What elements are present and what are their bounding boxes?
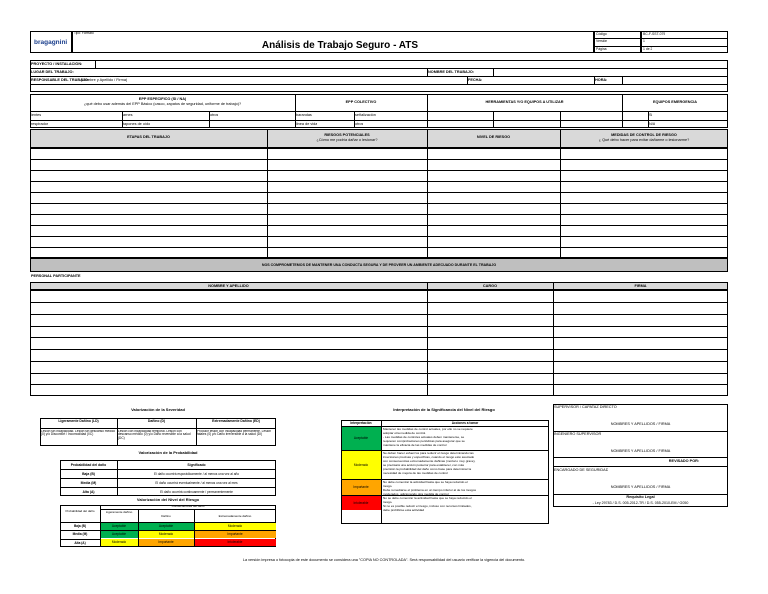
etapas-header: ETAPAS DEL TRABAJO [127, 135, 170, 139]
encargado-label: ENCARGADO DE SEGURIDAD [554, 467, 609, 472]
emergencia-title: EQUIPOS EMERGENCIA [652, 100, 698, 104]
hora-label: HORA: [595, 78, 608, 82]
interpretacion-action: - Las medidas de controles actuales deben mantenerse, se [383, 434, 465, 439]
epp-colectivo-title: EPP COLECTIVO [345, 100, 377, 104]
matrix-cell: Moderado [139, 531, 194, 538]
tipo-label: Tipo: Formato [74, 31, 94, 35]
probabilidad-title: Valorización de la Probabilidad [138, 451, 198, 455]
encargado-signature: NOMBRES Y APELLIDOS / FIRMA [610, 485, 671, 489]
responsable-hint: (Nombre y Apellido / Firma) [81, 78, 128, 82]
interpretacion-level: Importante [342, 480, 381, 495]
commitment-text: NOS COMPROMETEMOS DE MANTENER UNA CONDUCTA SEGURA Y DE PROVEER UN AMBIENTE ADECUADO DURANTE EL TRABAJO [261, 263, 497, 267]
interpretacion-action: Mantener las medidas de control actuales, por ello no se requiere [383, 426, 473, 431]
severidad-title: Valorización de la Severidad [131, 408, 185, 412]
matrix-cell: Moderado [101, 539, 138, 546]
epp-especifico-title: EPP ESPECIFICO (SI / NA) [138, 97, 187, 101]
matrix-row-label: Baja (B) [73, 524, 87, 528]
riesgos-header: RIESGOS POTENCIALES [324, 133, 370, 137]
interpretacion-action: mantiene la eficacia de las medidas de control [383, 442, 447, 447]
interpretacion-action: precisión la probabilidad del daño como base para determinar la [383, 466, 472, 471]
epp-item: arnes [123, 113, 133, 117]
epp-item: señalización [355, 113, 376, 117]
epp-item: barandas [296, 113, 312, 117]
epp-item: otros [355, 121, 364, 126]
interpretacion-action: inversiones precisas y específicas, cuando el riesgo esté asociado [383, 454, 475, 459]
interpretacion-action: riesgo. [383, 483, 393, 488]
firma-header: FIRMA [634, 283, 647, 288]
interpretacion-action: No se debe comenzar la actividad hasta que se haya reducido el [383, 495, 472, 500]
matrix-row-label: Alta (A) [74, 540, 86, 545]
responsable-label: RESPONSABLE DEL TRABAJO: [31, 78, 90, 82]
requisito-text: - Ley 29783 / D.S. 005-2012-TR / D.S. 055-2010-EM / G050 [592, 500, 689, 505]
epp-especifico-hint: ¿qué debo usar además del EPP Básico (casco, zapatos de seguridad, uniforme de trabajo)? [83, 101, 242, 106]
nombre-header: NOMBRE Y APELLIDO [208, 283, 249, 288]
ingeniero-signature: NOMBRES Y APELLIDOS / FIRMA [610, 449, 671, 453]
footer-note: La versión impresa o fotocopia de este documento se considera una "COPIA NO CONTROLADA". Será responsabilidad del usuario verificar la vigencia del documento. [242, 558, 526, 562]
medidas-header: MEDIDAS DE CONTROL DE RIESGO [611, 133, 677, 137]
matrix-cell: Aceptable [139, 523, 194, 530]
revisado-label: REVISADO POR: [668, 459, 700, 463]
interpretacion-action: debe prohibirse esta actividad [383, 507, 425, 512]
epp-item: linea de vida [296, 121, 318, 126]
interpretacion-action: con consecuencias extremadamente dañinas (mortal o muy grave), [383, 458, 476, 463]
cargo-header: CARGO [482, 283, 498, 288]
lugar-label: LUGAR DEL TRABAJO: [31, 70, 74, 74]
matrix-cell: Importante [195, 531, 276, 538]
personal-title: PERSONAL PARTICIPANTE [31, 274, 81, 278]
interpretacion-action: necesidad de mejora de las medidas de control [383, 470, 448, 475]
requisito-label: Requisito Legal [626, 495, 655, 499]
emergencia-value: N/A [649, 121, 656, 126]
matrix-cell: Aceptable [101, 523, 138, 530]
supervisor-signature: NOMBRES Y APELLIDOS / FIRMA [610, 422, 671, 426]
interpretacion-title: Interpretación de la Significancia del Nivel del Riesgo [393, 408, 495, 412]
ingeniero-label: INGENIERO SUPERVISOR [554, 432, 602, 436]
emergencia-value: Si [649, 113, 653, 117]
matrix-row-label: Media (M) [72, 532, 88, 537]
ats-form: bragagnini Tipo: Formato Análisis de Trabajo Seguro - ATS Código BC-F-SST-079 Versión 1 Página 1 de 2 PROYECTO / INSTALACIÓN: LUGAR DEL TRABAJO: NOMBRE DEL TRABAJO: RESPONSABLE DEL TRABAJO: (Nombre y Apellido / Firma) FECHA: HORA: EPP ESPECIFICO (SI / NA) ¿qué debo usar además del EPP Básico (casco, zapatos de seguridad, uniforme de trabajo)? EPP COLECTIVO HERRAMIENTAS Y/O EQUIPOS A UTILIZAR EQUIPOS EMERGENCIA lentes arnes otros barandas señalización Si respirador tapones de oído linea de vida otros N/A ETAPAS DEL TRABAJO RIESGOS POTENCIALES ¿Cómo me podría dañar o lesionar? NIVEL DE RIESGO MEDIDAS DE CONTROL DE RIESGO ¿ Qué debo hacer para evitar dañarme o lesionarme? NOS COMPROMETEMOS DE MANTENER UNA CONDUCTA SEGURA Y DE PROVEER UN AMBIENTE ADECUADO DURANTE EL TRABAJO PERSONAL PARTICIPANTE NOMBRE Y APELLIDO CARGO FIRMA Valorización de la Severidad Ligeramente Dañino (LD) Dañino (D) Extremadamente Dañino (ED) Lesión sin incapacidad. Lesión sin descanso médico (0) y/o Disconfort / Incomodidad (I/C) Lesión con incapacidad temporal. Lesión con descanso médico (0) y/o Daño reversible a la salud (DC) Producir lesión con incapacidad permanente. Lesión fatales (0) y/o Daño irreversible a la salud (DI) Valorización de la Probabilidad Probabilidad del daño Significado Baja (B) El daño ocurrirá esporádicamente / al menos una vez al año Media (M) El daño ocurrirá eventualmente / al menos una vez al mes Alta (A) El daño ocurrirá continuamente / permanentemente Valorización del Nivel del Riesgo Consecuencias del daño Probabilidad del daño Ligeramente dañino Dañino Extremadamente dañino Baja (B) Aceptable Aceptable Moderado Media (M) Aceptable Moderado Importante Alta (A) Moderado Importante Intolerable Interpretación de la Significancia del Nivel del Riesgo Interpretación Acciones a tomar Aceptable Mantener las medidas de control actuales, por ello no se requiere adoptar otra medida de control. - Las medidas de controles actuales deben mantenerse, se requieren comprobaciones periódicas para asegurar que se mantiene la eficacia de las medidas de control Moderado Se deben hacer esfuerzos para reducir el riesgo determinando las inversiones precisas y específicas, cuando el riesgo esté asociado con consecuencias extremadamente dañinas (mortal o muy grave), se precisará una acción posterior para establecer, con más precisión la probabilidad del daño como base para determinar la necesidad de mejora de las medidas de control Importante No debe comenzar la actividad hasta que se haya reducido el riesgo. Debe remediarse el problema en un tiempo inferior al de los riesgos moderados, adicionando otra medida de control Intolerable No se debe comenzar la actividad hasta que se haya reducido el riesgo. Si no es posible reducir el riesgo, incluso con recursos limitados, debe prohibirse esta actividad SUPERVISOR / CAPATAZ DIRECTO NOMBRES Y APELLIDOS / FIRMA INGENIERO SUPERVISOR NOMBRES Y APELLIDOS / FIRMA REVISADO POR: ENCARGADO DE SEGURIDAD NOMBRES Y APELLIDOS / FIRMA Requisito Legal - Ley 29783 / D.S. 005-2012-TR / D.S. 055-2010-EM / G050 La versión impresa o fotocopia de este documento se considera una "COPIA NO CONTROLADA". Será responsabilidad del usuario verificar la vigencia del documento. [0, 0, 768, 594]
matrix-cell: Aceptable [101, 531, 138, 538]
interpretacion-action: se precisará una acción posterior para establecer, con más [383, 462, 464, 467]
nivel-riesgo-title: Valorización del Nivel del Riesgo [136, 498, 200, 502]
epp-item: tapones de oído [123, 121, 151, 126]
interpretacion-action: Debe remediarse el problema en un tiempo inferior al de los riesgos [383, 487, 477, 492]
matrix-cell: Intolerable [195, 539, 276, 546]
signature-block [553, 404, 728, 507]
interpretacion-action: adoptar otra medida de control. [383, 430, 426, 435]
nombre-trabajo-label: NOMBRE DEL TRABAJO: [428, 70, 475, 74]
medidas-hint: ¿ Qué debo hacer para evitar dañarme o lesionarme? [598, 137, 690, 142]
proyecto-label: PROYECTO / INSTALACIÓN: [31, 62, 83, 66]
interpretacion-action: riesgo. [383, 499, 393, 504]
page-title: Análisis de Trabajo Seguro - ATS [261, 40, 419, 51]
interpretacion-level: Intolerable [342, 496, 381, 510]
interpretacion-level: Aceptable [342, 427, 381, 450]
matrix-cell: Moderado [195, 523, 276, 530]
interpretacion-level: Moderado [342, 451, 381, 479]
nivel-header: NIVEL DE RIESGO [476, 135, 511, 139]
company-logo: bragagnini [34, 39, 68, 46]
epp-item: otros [210, 113, 219, 117]
riesgos-hint: ¿Cómo me podría dañar o lesionar? [316, 137, 378, 142]
herramientas-title: HERRAMIENTAS Y/O EQUIPOS A UTILIZAR [485, 100, 564, 104]
interpretacion-action: moderados, adicionando otra medida de control [383, 491, 449, 496]
personal-body [30, 290, 728, 396]
interpretacion-action: Se deben hacer esfuerzos para reducir el riesgo determinando las [383, 450, 474, 455]
epp-item: lentes [31, 113, 42, 117]
epp-item: respirador [31, 121, 49, 126]
matrix-cell: Importante [139, 539, 194, 546]
interpretacion-action: No debe comenzar la actividad hasta que se haya reducido el [383, 479, 468, 484]
supervisor-label: SUPERVISOR / CAPATAZ DIRECTO [554, 405, 617, 409]
fecha-label: FECHA: [468, 78, 483, 82]
interpretacion-action: requieren comprobaciones periódicas para asegurar que se [383, 438, 465, 443]
interpretacion-action: Si no es posible reducir el riesgo, incluso con recursos limitados, [383, 503, 472, 508]
